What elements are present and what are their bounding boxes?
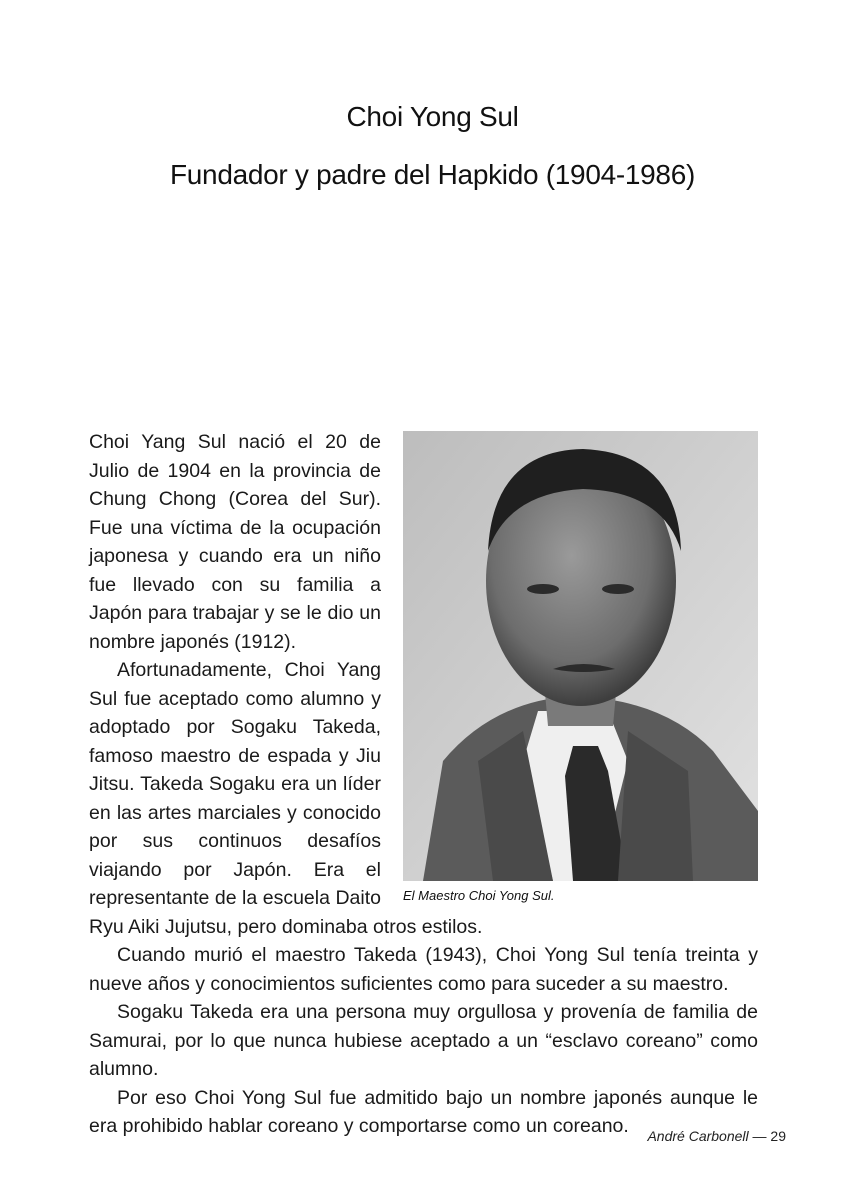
- paragraph: Sogaku Takeda era una persona muy orgullosa y provenía de familia de Samurai, por lo que nunca hubiese aceptado a un “esclavo coreano” como alumno.: [89, 1001, 758, 1080]
- page-footer: [647, 1128, 786, 1144]
- footer-author: André Carbonell: [647, 1128, 749, 1144]
- portrait-photo: [403, 431, 758, 881]
- portrait-figure: [403, 431, 758, 904]
- photo-caption: El Maestro Choi Yong Sul.: [403, 888, 555, 903]
- paragraph: Cuando murió el maestro Takeda (1943), Choi Yong Sul tenía treinta y nueve años y conocimientos suficientes como para suceder a su maestro.: [89, 944, 758, 995]
- page-number: 29: [770, 1128, 786, 1144]
- paragraph: Choi Yang Sul nació el 20 de Julio de 1904 en la provincia de Chung Chong (Corea del Sur). Fue una víctima de la ocupación japonesa y cuando era un niño fue llevado con su familia a Japón para trabajar y se le dio un nombre japonés (1912).: [89, 431, 381, 653]
- chapter-title: Choi Yong Sul: [346, 101, 519, 132]
- footer-separator: —: [752, 1128, 767, 1144]
- chapter-heading: [0, 88, 865, 204]
- paragraph: Por eso Choi Yong Sul fue admitido bajo un nombre japonés aunque le era prohibido hablar coreano y comportarse como un coreano.: [89, 1086, 758, 1137]
- body-text: [89, 428, 758, 1141]
- paragraph: Afortunadamente, Choi Yang Sul fue aceptado como alumno y adoptado por Sogaku Takeda, famoso maestro de espada y Jiu Jitsu. Takeda Sogaku era un líder en las artes marciales y conocido por sus continuos desafíos viajando por Japón. Era el representante de la escuela Daito Ryu Aiki Jujutsu, pero dominaba otros estilos.: [89, 659, 483, 938]
- chapter-subtitle: Fundador y padre del Hapkido (1904-1986): [169, 159, 696, 190]
